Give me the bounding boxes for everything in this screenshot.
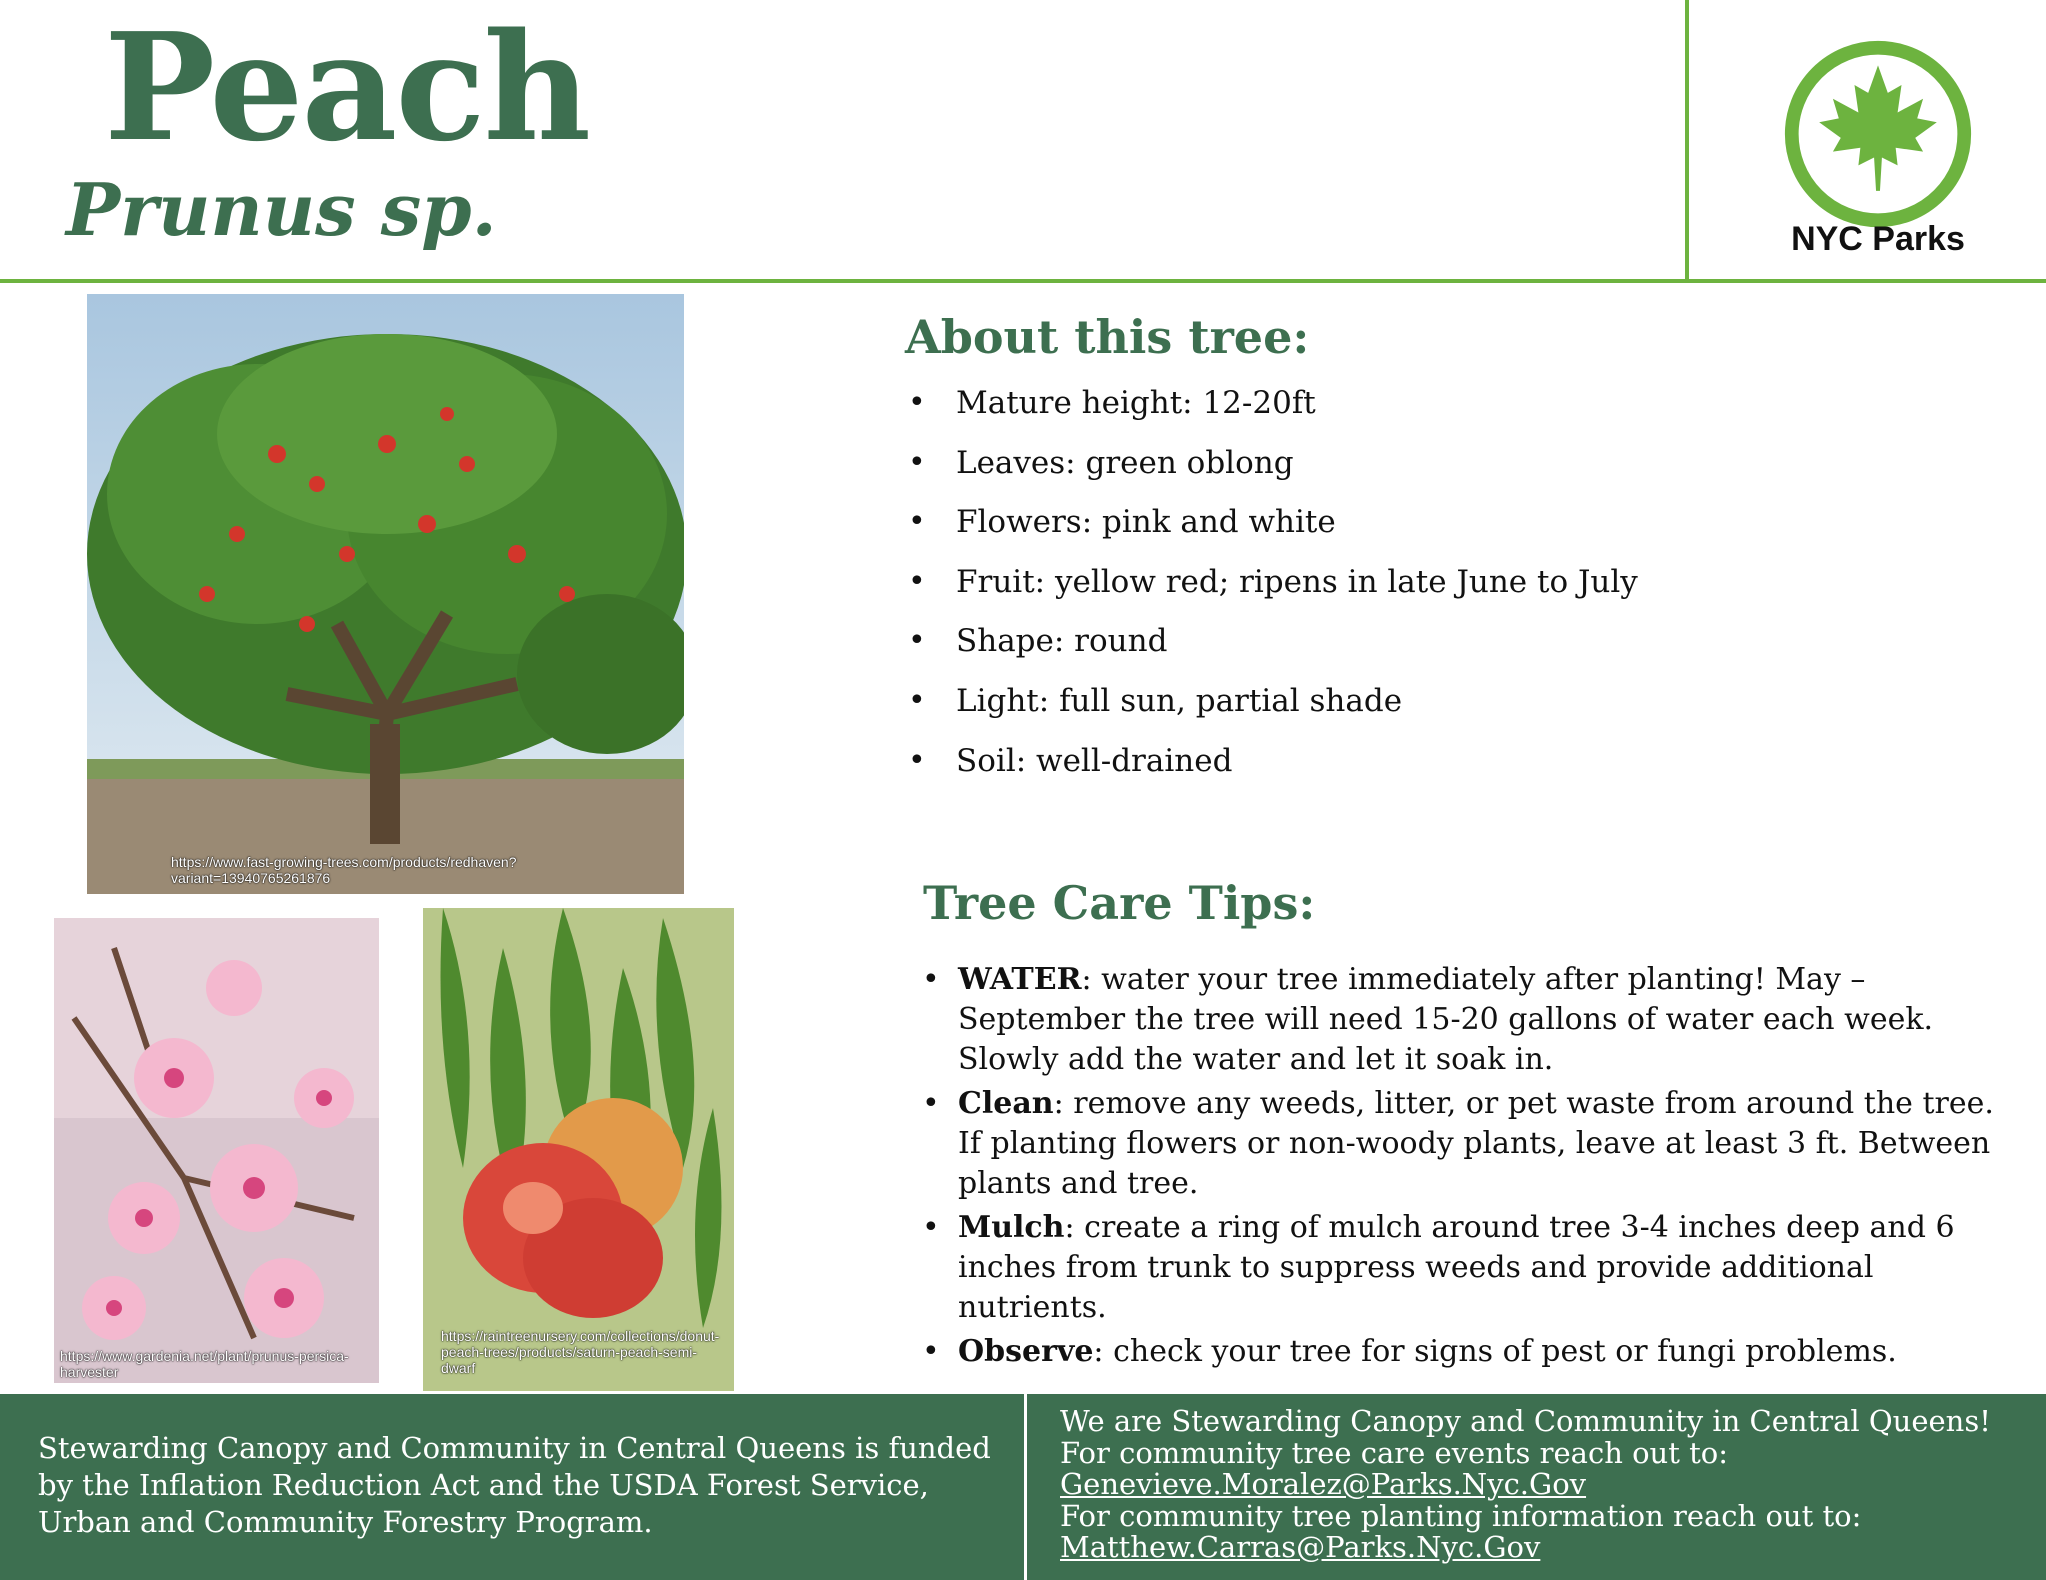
list-item: • Flowers: pink and white — [908, 499, 2008, 559]
scientific-name: Prunus sp. — [66, 167, 497, 252]
header-vertical-divider — [1685, 0, 1689, 283]
list-item: • Leaves: green oblong — [908, 440, 2008, 500]
tip-text: : check your tree for signs of pest or fungi problems. — [1093, 1334, 1897, 1369]
list-item: • Mature height: 12-20ft — [908, 380, 2008, 440]
tip-label: Mulch — [958, 1210, 1065, 1245]
footer — [0, 1394, 2046, 1580]
page-title: Peach — [104, 0, 590, 174]
nyc-parks-logo — [1780, 36, 1976, 232]
list-item: • Soil: well-drained — [908, 738, 2008, 798]
list-item: • Light: full sun, partial shade — [908, 678, 2008, 738]
contact-line: We are Stewarding Canopy and Community in Central Queens! — [1060, 1404, 1991, 1438]
email-link[interactable]: Matthew.Carras@Parks.Nyc.Gov — [1060, 1530, 1541, 1564]
tip-observe — [922, 1332, 2002, 1372]
care-heading: Tree Care Tips: — [923, 876, 1316, 930]
footer-divider — [1024, 1394, 1027, 1580]
logo-text: NYC Parks — [1791, 220, 1965, 258]
email-link[interactable]: Genevieve.Moralez@Parks.Nyc.Gov — [1060, 1467, 1587, 1501]
about-list — [908, 380, 2008, 797]
blossom-photo — [54, 918, 379, 1383]
contact-info — [1060, 1406, 2020, 1564]
header-divider — [0, 279, 2046, 283]
contact-line: For community tree care events reach out to: — [1060, 1435, 1728, 1470]
contact-line: For community tree planting information reach out to: — [1060, 1498, 1862, 1533]
tip-label: Observe — [958, 1334, 1094, 1369]
tip-label: WATER — [958, 962, 1082, 997]
tip-label: Clean — [958, 1086, 1054, 1121]
fruit-photo — [423, 908, 734, 1391]
tip-mulch — [922, 1208, 2002, 1328]
tip-water — [922, 960, 2002, 1080]
photo-credit: https://www.fast-growing-trees.com/products/redhaven?variant=13940765261876 — [171, 854, 517, 886]
photo-credit: https://www.gardenia.net/plant/prunus-persica-harvester — [60, 1348, 349, 1380]
funding-statement: Stewarding Canopy and Community in Central Queens is funded by the Inflation Reduction Act and the USDA Forest Service, Urban and Community Forestry Program. — [38, 1431, 991, 1539]
tip-clean — [922, 1084, 2002, 1204]
care-tips-list — [922, 960, 2002, 1376]
tip-text: : create a ring of mulch around tree 3-4 inches deep and 6 inches from trunk to suppress weeds and provide additional nutrients. — [958, 1210, 1955, 1325]
tip-text: : remove any weeds, litter, or pet waste from around the tree. If planting flowers or non-woody plants, leave at least 3 ft. Between plants and tree. — [958, 1086, 1994, 1201]
list-item: • Shape: round — [908, 618, 2008, 678]
tree-photo — [87, 294, 684, 894]
tip-text: : water your tree immediately after planting! May – September the tree will need 15-20 gallons of water each week. Slowly add the water and let it soak in. — [958, 962, 1934, 1077]
list-item: • Fruit: yellow red; ripens in late June to July — [908, 559, 2008, 619]
about-heading: About this tree: — [905, 310, 1310, 364]
maple-leaf-icon — [1819, 65, 1937, 190]
photo-credit: https://raintreenursery.com/collections/donut-peach-trees/products/saturn-peach-semi-dwarf — [441, 1328, 720, 1376]
